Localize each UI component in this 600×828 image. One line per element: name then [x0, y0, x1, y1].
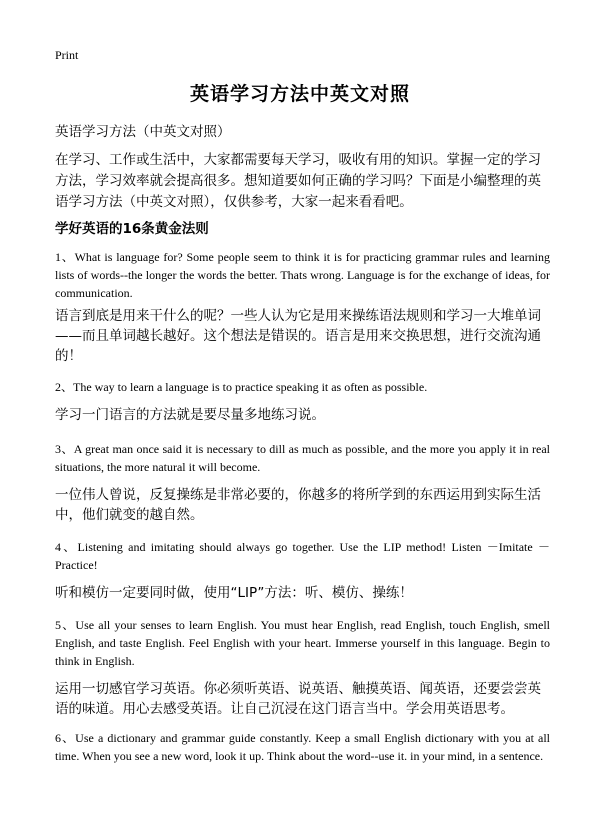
rule-2-english: 2、The way to learn a language is to practice speaking it as often as possible. — [55, 380, 428, 394]
print-label: Print — [55, 48, 79, 62]
subtitle: 英语学习方法（中英文对照） — [55, 124, 231, 140]
rule-3-english: 3、A great man once said it is necessary to dill as much as possible, and the more you apply it in real situations, the more natural it will become. — [55, 442, 550, 474]
rule-1-chinese: 语言到底是用来干什么的呢？一些人认为它是用来操练语法规则和学习一大堆单词——而且单词越长越好。这个想法是错误的。语言是用来交换思想，进行交流沟通的！ — [55, 308, 541, 364]
intro-paragraph: 在学习、工作或生活中，大家都需要每天学习，吸收有用的知识。掌握一定的学习方法，学习效率就会提高很多。想知道要如何正确的学习吗？下面是小编整理的英语学习方法（中英文对照），仅供参考，大家一起来看看吧。 — [55, 152, 541, 210]
rule-6-english: 6、Use a dictionary and grammar guide constantly. Keep a small English dictionary with you at all time. When you see a new word, look it up. Think about the word--use it. in your mind, in a sentence. — [55, 731, 550, 763]
section-heading: 学好英语的16条黄金法则 — [55, 221, 209, 237]
page-title: 英语学习方法中英文对照 — [189, 83, 410, 105]
rule-1-english: 1、What is language for? Some people seem to think it is for practicing grammar rules and learning lists of words--the longer the words the better. Thats wrong. Language is for the exchange of ideas, for communication. — [55, 250, 550, 300]
rule-4-chinese: 听和模仿一定要同时做，使用“LIP”方法：听、模仿、操练！ — [55, 585, 413, 601]
rule-5-english: 5、Use all your senses to learn English. You must hear English, read English, touch English, smell English, and taste English. Feel English with your heart. Immerse yourself in this language. Begin to think in English. — [55, 618, 550, 668]
rule-5-chinese: 运用一切感官学习英语。你必须听英语、说英语、触摸英语、闻英语，还要尝尝英语的味道。用心去感受英语。让自己沉浸在这门语言当中。学会用英语思考。 — [55, 681, 541, 717]
rule-2-chinese: 学习一门语言的方法就是要尽量多地练习说。 — [55, 407, 325, 423]
rule-4-english: 4、Listening and imitating should always go together. Use the LIP method! Listen －Imitate －Practice! — [55, 540, 550, 572]
rule-3-chinese: 一位伟人曾说，反复操练是非常必要的，你越多的将所学到的东西运用到实际生活中，他们就变的越自然。 — [55, 487, 541, 523]
